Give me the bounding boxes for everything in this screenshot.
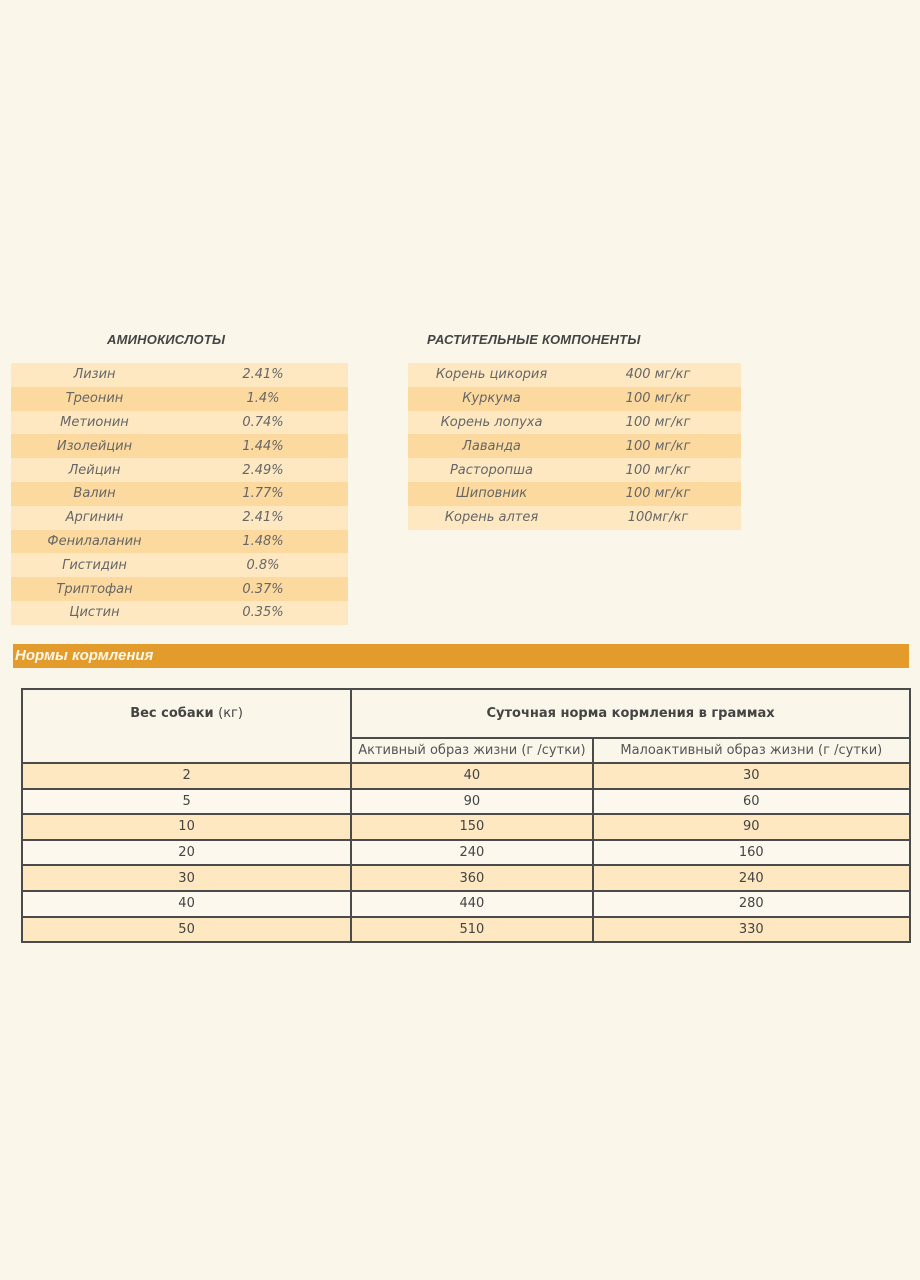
herbal-row xyxy=(408,458,741,482)
feeding-inactive-cell: 160 xyxy=(593,840,910,866)
herbal-value: 100 мг/кг xyxy=(575,482,741,506)
feeding-row xyxy=(22,814,910,840)
feeding-row xyxy=(22,789,910,815)
feeding-row xyxy=(22,865,910,891)
herbal-name: Расторопша xyxy=(408,458,575,482)
feeding-weight-cell: 50 xyxy=(22,917,351,943)
amino-value: 1.48% xyxy=(178,530,348,554)
amino-value: 1.44% xyxy=(178,434,348,458)
feeding-active-cell: 90 xyxy=(351,789,592,815)
herbal-value: 100 мг/кг xyxy=(575,458,741,482)
herbal-row xyxy=(408,387,741,411)
feeding-inactive-cell: 240 xyxy=(593,865,910,891)
herbal-value: 100 мг/кг xyxy=(575,387,741,411)
herbal-name: Корень лопуха xyxy=(408,411,575,435)
feeding-inactive-cell: 60 xyxy=(593,789,910,815)
weight-header-unit: (кг) xyxy=(218,706,243,721)
amino-name: Фенилаланин xyxy=(11,530,178,554)
herbal-title: РАСТИТЕЛЬНЫЕ КОМПОНЕНТЫ xyxy=(427,332,641,347)
amino-name: Лейцин xyxy=(11,458,178,482)
amino-name: Метионин xyxy=(11,411,178,435)
active-header: Активный образ жизни (г /сутки) xyxy=(351,738,592,763)
herbal-row xyxy=(408,411,741,435)
feeding-weight-cell: 40 xyxy=(22,891,351,917)
amino-name: Валин xyxy=(11,482,178,506)
amino-row xyxy=(11,601,348,625)
amino-name: Треонин xyxy=(11,387,178,411)
weight-header xyxy=(22,689,351,763)
feeding-weight-cell: 20 xyxy=(22,840,351,866)
amino-row xyxy=(11,530,348,554)
amino-row xyxy=(11,458,348,482)
herbal-row xyxy=(408,363,741,387)
amino-row xyxy=(11,434,348,458)
herbal-value: 400 мг/кг xyxy=(575,363,741,387)
amino-value: 2.41% xyxy=(178,363,348,387)
feeding-weight-cell: 30 xyxy=(22,865,351,891)
amino-table xyxy=(11,363,348,625)
feeding-weight-cell: 2 xyxy=(22,763,351,789)
feeding-active-cell: 360 xyxy=(351,865,592,891)
amino-value: 2.41% xyxy=(178,506,348,530)
inactive-header: Малоактивный образ жизни (г /сутки) xyxy=(593,738,910,763)
amino-row xyxy=(11,553,348,577)
amino-value: 2.49% xyxy=(178,458,348,482)
amino-value: 1.4% xyxy=(178,387,348,411)
herbal-name: Шиповник xyxy=(408,482,575,506)
amino-row xyxy=(11,387,348,411)
feeding-active-cell: 510 xyxy=(351,917,592,943)
weight-header-label: Вес собаки xyxy=(130,706,214,721)
amino-value: 0.37% xyxy=(178,577,348,601)
herbal-value: 100 мг/кг xyxy=(575,411,741,435)
herbal-name: Корень цикория xyxy=(408,363,575,387)
amino-name: Лизин xyxy=(11,363,178,387)
amino-value: 0.74% xyxy=(178,411,348,435)
amino-title: АМИНОКИСЛОТЫ xyxy=(107,332,226,347)
daily-norm-header: Суточная норма кормления в граммах xyxy=(351,689,910,738)
amino-value: 0.35% xyxy=(178,601,348,625)
feeding-table xyxy=(21,688,911,943)
amino-row xyxy=(11,363,348,387)
feeding-row xyxy=(22,891,910,917)
feeding-active-cell: 440 xyxy=(351,891,592,917)
herbal-row xyxy=(408,434,741,458)
feeding-active-cell: 240 xyxy=(351,840,592,866)
amino-name: Изолейцин xyxy=(11,434,178,458)
feeding-weight-cell: 5 xyxy=(22,789,351,815)
herbal-value: 100 мг/кг xyxy=(575,434,741,458)
feeding-weight-cell: 10 xyxy=(22,814,351,840)
feeding-row xyxy=(22,763,910,789)
amino-value: 1.77% xyxy=(178,482,348,506)
herbal-name: Корень алтея xyxy=(408,506,575,530)
feeding-inactive-cell: 330 xyxy=(593,917,910,943)
feeding-banner xyxy=(13,644,909,668)
herbal-name: Куркума xyxy=(408,387,575,411)
feeding-row xyxy=(22,840,910,866)
amino-name: Аргинин xyxy=(11,506,178,530)
herbal-table xyxy=(408,363,741,530)
feeding-active-cell: 40 xyxy=(351,763,592,789)
amino-row xyxy=(11,411,348,435)
amino-row xyxy=(11,577,348,601)
amino-value: 0.8% xyxy=(178,553,348,577)
amino-name: Гистидин xyxy=(11,553,178,577)
amino-name: Триптофан xyxy=(11,577,178,601)
amino-row xyxy=(11,482,348,506)
herbal-value: 100мг/кг xyxy=(575,506,741,530)
feeding-row xyxy=(22,917,910,943)
amino-row xyxy=(11,506,348,530)
herbal-name: Лаванда xyxy=(408,434,575,458)
herbal-row xyxy=(408,482,741,506)
feeding-inactive-cell: 30 xyxy=(593,763,910,789)
herbal-row xyxy=(408,506,741,530)
feeding-banner-title: Нормы кормления xyxy=(15,647,154,664)
feeding-active-cell: 150 xyxy=(351,814,592,840)
feeding-inactive-cell: 280 xyxy=(593,891,910,917)
amino-name: Цистин xyxy=(11,601,178,625)
feeding-inactive-cell: 90 xyxy=(593,814,910,840)
